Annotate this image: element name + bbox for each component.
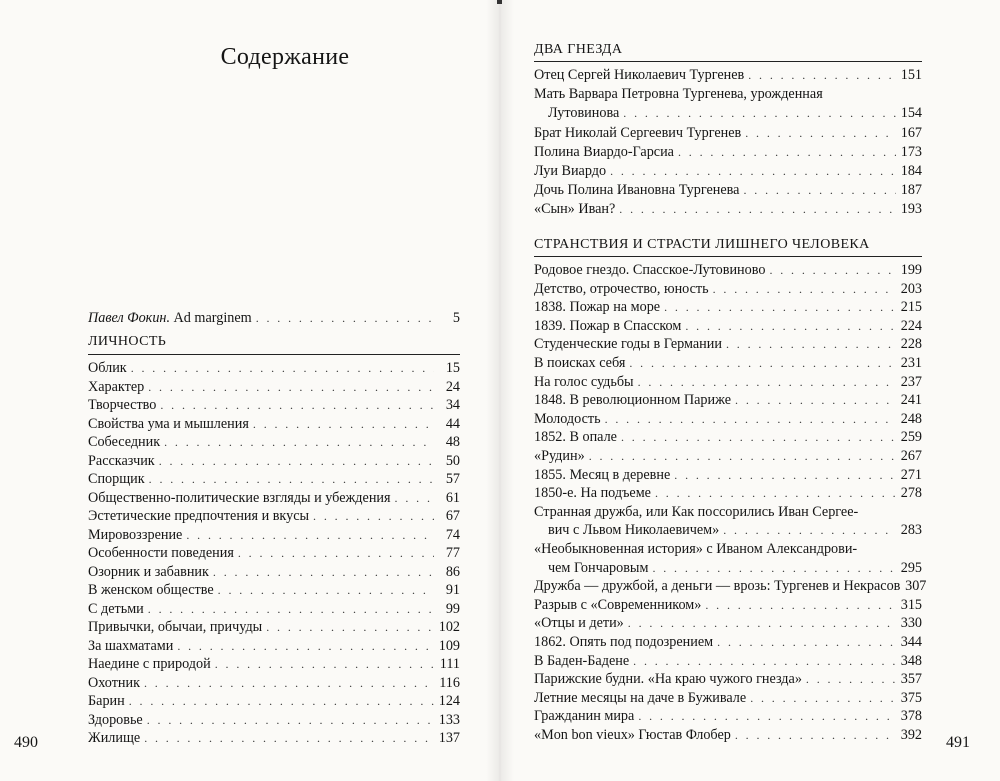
toc-entry-page: 203 [900, 280, 922, 297]
toc-entry-title: Отец Сергей Николаевич Тургенев [534, 67, 745, 83]
toc-leader-dots [678, 144, 896, 160]
toc-entry-title: Особенности поведения [88, 545, 234, 561]
toc-entry [534, 281, 922, 297]
toc-entry-page: 44 [445, 415, 460, 432]
toc-leader-dots [705, 597, 896, 613]
toc-leader-dots [256, 310, 434, 326]
toc-entry-page: 193 [900, 201, 922, 218]
toc-entry [548, 105, 922, 121]
toc-leader-dots [266, 619, 434, 635]
toc-entry-title: Брат Николай Сергеевич Тургенев [534, 124, 742, 141]
toc-entry-page: 133 [438, 711, 460, 728]
toc-entry-title: Мать Варвара Петровна Тургенева, урожденная [534, 86, 823, 103]
toc-leader-dots [215, 656, 434, 672]
toc-entry-page: 357 [900, 671, 922, 688]
toc-entry-title: Мировоззрение [88, 526, 183, 543]
toc-leader-dots [621, 429, 896, 445]
toc-entry-title: С детьми [88, 600, 144, 617]
toc-entry-page: 330 [900, 615, 922, 632]
toc-entry-page: 61 [445, 489, 460, 506]
toc-entry-page: 248 [900, 410, 922, 427]
toc-leader-dots [743, 182, 896, 198]
toc-entry-title: 1862. Опять под подозрением [534, 634, 714, 650]
toc-leader-dots [713, 281, 896, 297]
toc-entry [88, 453, 460, 469]
toc-entry-page: 295 [900, 559, 922, 576]
toc-entry [88, 545, 460, 561]
toc-entry [534, 374, 922, 390]
toc-entry-page: 348 [900, 652, 922, 669]
toc-leader-dots [633, 653, 896, 669]
toc-entry [534, 411, 922, 427]
toc-entry-page: 67 [445, 508, 460, 524]
toc-leader-dots [619, 201, 896, 217]
toc-entry-page: 267 [900, 448, 922, 464]
toc-entry-page: 228 [900, 336, 922, 353]
toc-leader-dots [726, 336, 896, 352]
toc-leader-dots [148, 601, 434, 617]
toc-entry [534, 299, 922, 315]
toc-entry [88, 693, 460, 709]
toc-entry-title: чем Гончаровым [548, 559, 649, 576]
toc-entry-title: Творчество [88, 397, 157, 413]
toc-entry [88, 712, 460, 728]
toc-entry-title: Эстетические предпочтения и вкусы [88, 508, 310, 524]
toc-entry-title: 1838. Пожар на море [534, 299, 661, 316]
toc-leader-dots [638, 708, 896, 724]
toc-leader-dots [186, 527, 434, 543]
toc-entry-page: 15 [445, 360, 460, 376]
toc-entry [534, 671, 922, 687]
toc-leader-dots [806, 671, 896, 687]
toc-entry-page: 315 [900, 596, 922, 613]
toc-leader-dots [735, 727, 896, 743]
toc-entry-page: 224 [900, 317, 922, 334]
section-heading-stranstviya: СТРАНСТВИЯ И СТРАСТИ ЛИШНЕГО ЧЕЛОВЕКА [534, 237, 870, 252]
toc-leader-dots [652, 560, 896, 576]
toc-entry-page: 109 [438, 637, 460, 654]
toc-entry-title: Собеседник [88, 434, 161, 450]
toc-entry-title: Спорщик [88, 471, 145, 487]
section-rule [88, 354, 460, 355]
toc-leader-dots [717, 634, 896, 650]
toc-entry-page: 307 [905, 578, 927, 595]
toc-entry [534, 67, 922, 83]
toc-leader-dots [164, 434, 434, 450]
toc-entry [88, 619, 460, 635]
toc-entry-page: 167 [900, 124, 922, 141]
toc-entry [534, 653, 922, 669]
toc-leader-dots [144, 675, 434, 691]
toc-leader-dots [748, 67, 896, 83]
toc-leader-dots [313, 508, 434, 524]
toc-entry-intro [88, 310, 460, 326]
toc-entry [534, 597, 922, 613]
toc-leader-dots [674, 467, 896, 483]
toc-entry-page: 124 [438, 693, 460, 709]
toc-entry-page: 111 [439, 656, 460, 672]
toc-entry [534, 708, 922, 724]
toc-entry [534, 448, 922, 464]
toc-leader-dots [605, 411, 896, 427]
toc-entry-title: 1852. В опале [534, 429, 617, 446]
toc-entry-title: В поисках себя [534, 355, 626, 371]
toc-entry [534, 615, 922, 631]
toc-entry [548, 522, 922, 538]
toc-entry-page: 91 [445, 582, 460, 598]
toc-leader-dots [638, 374, 896, 390]
toc-leader-dots [144, 730, 434, 746]
toc-entry-page: 259 [900, 429, 922, 446]
page-number-left: 490 [14, 734, 38, 751]
toc-entry-page: 48 [445, 434, 460, 450]
toc-entry-title: Охотник [88, 674, 140, 691]
toc-entry [88, 360, 460, 376]
toc-entry-title: Парижские будни. «На краю чужого гнезда» [534, 671, 802, 688]
contents-title: Содержание [220, 44, 350, 70]
toc-entry-title: Рассказчик [88, 452, 155, 469]
toc-entry-page: 137 [438, 730, 460, 746]
toc-entry-title: Странная дружба, или Как поссорились Иван Сергее- [534, 503, 859, 520]
toc-entry-title: Дочь Полина Ивановна Тургенева [534, 182, 740, 199]
toc-leader-dots [218, 582, 434, 598]
toc-entry [88, 490, 460, 506]
toc-entry-title: Облик [88, 360, 127, 376]
toc-leader-dots [723, 522, 896, 538]
toc-entry [88, 675, 460, 691]
toc-leader-dots [238, 545, 434, 561]
toc-leader-dots [149, 471, 434, 487]
left-page [0, 0, 496, 781]
toc-entry [88, 416, 460, 432]
toc-entry [88, 601, 460, 617]
toc-entry-title: «Mon bon vieux» Гюстав Флобер [534, 727, 731, 743]
toc-entry [88, 730, 460, 746]
toc-entry-title: Свойства ума и мышления [88, 415, 249, 432]
toc-entry [534, 125, 922, 141]
toc-entry-title: «Необыкновенная история» с Иваном Александрови- [534, 541, 858, 557]
toc-entry-title: Разрыв с «Современником» [534, 596, 702, 613]
toc-entry-page: 34 [445, 397, 460, 413]
toc-entry-title: вич с Львом Николаевичем» [548, 522, 720, 539]
intro-page: 5 [452, 310, 460, 326]
toc-entry-title: В Баден-Бадене [534, 652, 630, 669]
toc-leader-dots [745, 125, 896, 141]
toc-entry-title: Полина Виардо-Гарсиа [534, 143, 674, 160]
toc-entry-page: 278 [900, 485, 922, 502]
toc-entry [88, 582, 460, 598]
toc-entry [88, 638, 460, 654]
toc-entry [88, 564, 460, 580]
toc-entry [534, 578, 927, 595]
toc-entry-page: 99 [445, 600, 460, 617]
toc-entry-title: «Отцы и дети» [534, 615, 624, 632]
toc-entry-page: 231 [900, 355, 922, 371]
toc-leader-dots [589, 448, 896, 464]
toc-entry [88, 379, 460, 395]
toc-entry-page: 57 [445, 471, 460, 487]
toc-leader-dots [628, 615, 896, 631]
right-page [504, 0, 1000, 781]
toc-entry-title: Студенческие годы в Германии [534, 336, 722, 353]
toc-leader-dots [735, 392, 896, 408]
toc-entry-title: За шахматами [88, 637, 174, 654]
toc-entry [534, 262, 922, 278]
toc-leader-dots [253, 416, 434, 432]
toc-entry-title: Здоровье [88, 711, 143, 728]
toc-leader-dots [610, 163, 896, 179]
toc-entry-page: 24 [445, 378, 460, 395]
toc-leader-dots [131, 360, 434, 376]
section-rule [534, 61, 922, 62]
toc-entry [534, 318, 922, 334]
toc-entry [88, 508, 460, 524]
section-heading-lichnost: ЛИЧНОСТЬ [88, 334, 167, 349]
toc-leader-dots [129, 693, 434, 709]
toc-entry [534, 336, 922, 352]
toc-entry [534, 163, 922, 179]
toc-entry-page: 375 [900, 689, 922, 706]
toc-entry [534, 727, 922, 743]
toc-entry [534, 634, 922, 650]
toc-entry-page: 154 [900, 105, 922, 122]
toc-entry-title: Характер [88, 378, 145, 395]
toc-entry-title: На голос судьбы [534, 373, 634, 390]
toc-entry [88, 527, 460, 543]
toc-entry-title: Жилище [88, 730, 141, 746]
toc-entry-title: 1855. Месяц в деревне [534, 466, 671, 483]
toc-entry-page: 271 [900, 466, 922, 483]
toc-leader-dots [147, 712, 434, 728]
toc-entry-title: «Сын» Иван? [534, 201, 616, 218]
toc-entry [534, 144, 922, 160]
toc-leader-dots [395, 490, 434, 506]
toc-entry-title: Луи Виардо [534, 163, 607, 179]
toc-entry-title: Гражданин мира [534, 708, 635, 725]
toc-entry-title: 1850-е. На подъеме [534, 485, 651, 502]
toc-entry-page: 241 [900, 392, 922, 409]
toc-entry-title: Детство, отрочество, юность [534, 280, 709, 297]
toc-entry [88, 397, 460, 413]
toc-entry [534, 182, 922, 198]
toc-entry-page: 116 [439, 674, 460, 691]
toc-leader-dots [629, 355, 896, 371]
toc-entry-title: Дружба — дружбой, а деньги — врозь: Тургенев и Некрасов [534, 578, 901, 595]
toc-entry [534, 485, 922, 501]
toc-entry-title: Барин [88, 693, 125, 709]
toc-entry [534, 201, 922, 217]
toc-entry [88, 471, 460, 487]
intro-author: Павел Фокин. [88, 310, 170, 326]
toc-entry-title: Общественно-политические взгляды и убеждения [88, 489, 391, 506]
toc-leader-dots [623, 105, 896, 121]
toc-entry-title: Озорник и забавник [88, 563, 209, 580]
toc-entry-page: 77 [445, 545, 460, 561]
toc-entry-page: 199 [900, 262, 922, 278]
toc-leader-dots [655, 485, 896, 501]
toc-entry [88, 656, 460, 672]
toc-entry-title: Наедине с природой [88, 656, 211, 672]
toc-entry [534, 467, 922, 483]
toc-entry-page: 283 [900, 522, 922, 539]
toc-entry-title: «Рудин» [534, 448, 585, 464]
toc-entry-page: 151 [900, 67, 922, 83]
gutter-mark [497, 0, 502, 4]
toc-entry-page: 50 [445, 452, 460, 469]
toc-leader-dots [159, 453, 434, 469]
toc-entry-page: 378 [900, 708, 922, 725]
toc-entry-page: 237 [900, 373, 922, 390]
toc-entry-page: 184 [900, 163, 922, 179]
toc-entry [88, 434, 460, 450]
toc-entry-title: 1839. Пожар в Спасском [534, 317, 682, 334]
toc-entry-page: 86 [445, 563, 460, 580]
toc-entry-page: 392 [900, 727, 922, 743]
toc-leader-dots [750, 690, 896, 706]
toc-entry-page: 344 [900, 634, 922, 650]
toc-leader-dots [213, 564, 434, 580]
toc-entry-title: В женском обществе [88, 582, 214, 598]
toc-leader-dots [148, 379, 434, 395]
toc-entry-title: Лутовинова [548, 105, 620, 122]
toc-leader-dots [664, 299, 896, 315]
toc-entry-page: 74 [445, 526, 460, 543]
toc-leader-dots [177, 638, 434, 654]
section-heading-dva-gnezda: ДВА ГНЕЗДА [534, 42, 623, 57]
toc-entry [534, 690, 922, 706]
page-number-right: 491 [946, 734, 970, 751]
toc-entry-page: 173 [900, 143, 922, 160]
toc-entry [548, 560, 922, 576]
toc-leader-dots [160, 397, 434, 413]
toc-entry-page: 102 [438, 619, 460, 635]
toc-entry [534, 392, 922, 408]
section-rule [534, 256, 922, 257]
toc-entry-title: Привычки, обычаи, причуды [88, 619, 263, 635]
intro-title: Ad marginem [173, 310, 252, 326]
toc-entry-title: Молодость [534, 410, 601, 427]
toc-leader-dots [685, 318, 896, 334]
toc-entry-title: Родовое гнездо. Спасское-Лутовиново [534, 262, 766, 278]
toc-entry [534, 355, 922, 371]
toc-entry-page: 215 [900, 299, 922, 316]
toc-entry-title: 1848. В революционном Париже [534, 392, 732, 409]
toc-entry-page: 187 [900, 182, 922, 199]
toc-leader-dots [769, 262, 896, 278]
toc-entry-title: Летние месяцы на даче в Буживале [534, 689, 747, 706]
toc-entry [534, 429, 922, 445]
